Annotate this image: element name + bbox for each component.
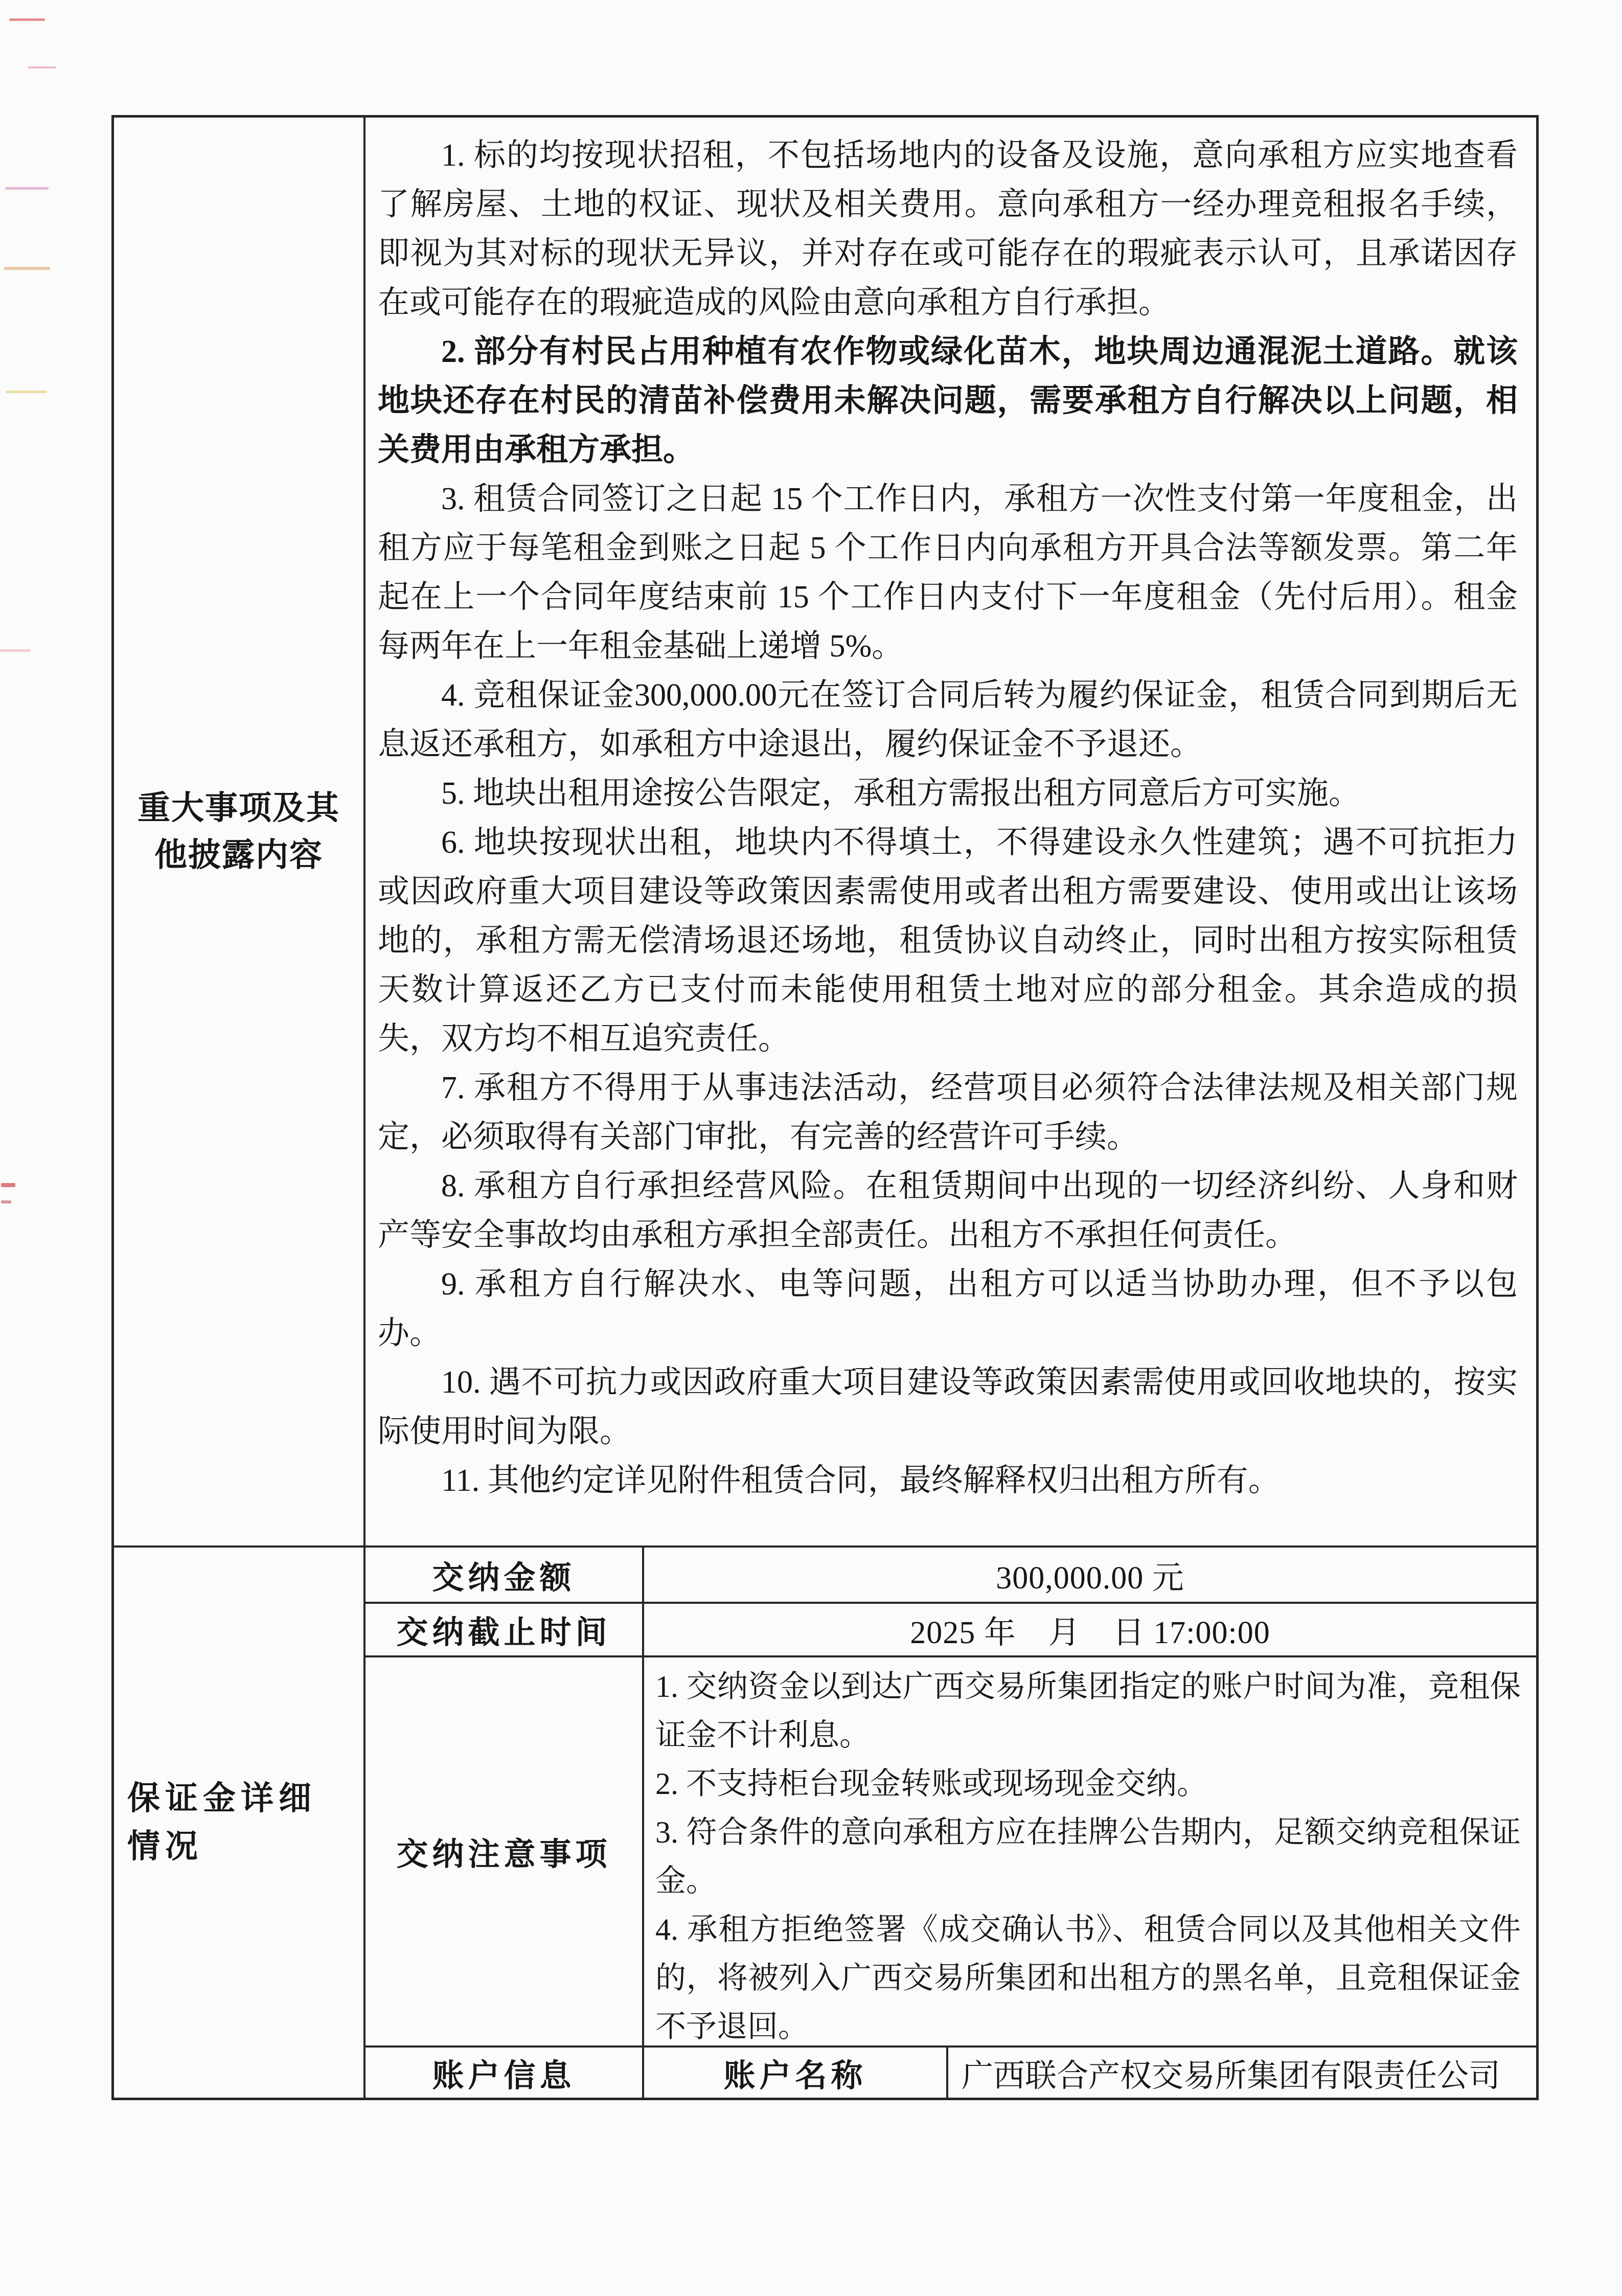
- account-name-value: 广西联合产权交易所集团有限责任公司: [962, 2058, 1501, 2094]
- account-name-label: 账户名称: [644, 2048, 948, 2098]
- deposit-notice-label: 交纳注意事项: [365, 1657, 644, 2048]
- disclosure-item: 7. 承租方不得用于从事违法活动，经营项目必须符合法律法规及相关部门规定，必须取得有关部门审批，有完善的经营许可手续。: [378, 1071, 1518, 1154]
- scan-artifact: [4, 267, 50, 270]
- scan-artifact: [1, 1200, 11, 1203]
- scan-artifact: [9, 18, 45, 21]
- disclosure-item: 9. 承租方自行解决水、电等问题，出租方可以适当协助办理，但不予以包办。: [378, 1267, 1518, 1351]
- disclosure-label-line2: 他披露内容: [154, 836, 323, 873]
- deposit-notice-content: [644, 1657, 1536, 2048]
- disclosure-content: [365, 118, 1536, 1548]
- notice-item: 3. 符合条件的意向承租方应在挂牌公告期内，足额交纳竞租保证金。: [655, 1815, 1521, 1898]
- deposit-amount-value: 300,000.00 元: [644, 1548, 1536, 1604]
- disclosure-item: 1. 标的均按现状招租，不包括场地内的设备及设施，意向承租方应实地查看了解房屋、土地的权证、现状及相关费用。意向承租方一经办理竞租报名手续，即视为其对标的现状无异议，并对存在或可能存在的瑕疵表示认可，且承诺因存在或可能存在的瑕疵造成的风险由意向承租方自行承担。: [378, 138, 1518, 320]
- notice-item: 1. 交纳资金以到达广西交易所集团指定的账户时间为准，竞租保证金不计利息。: [655, 1670, 1521, 1752]
- deposit-label: 保证金详细情况: [127, 1780, 316, 1865]
- notice-item: 4. 承租方拒绝签署《成交确认书》、租赁合同以及其他相关文件的，将被列入广西交易所集团和出租方的黑名单，且竞租保证金不予退回。: [655, 1913, 1521, 2043]
- scan-artifact: [1, 1183, 15, 1187]
- disclosure-item: 5. 地块出租用途按公告限定，承租方需报出租方同意后方可实施。: [441, 776, 1361, 811]
- scan-artifact: [0, 649, 31, 652]
- disclosure-item: 11. 其他约定详见附件租赁合同，最终解释权归出租方所有。: [441, 1463, 1280, 1498]
- deposit-deadline-label: 交纳截止时间: [365, 1604, 644, 1657]
- disclosure-item: 4. 竞租保证金300,000.00元在签订合同后转为履约保证金，租赁合同到期后无息返还承租方，如承租方中途退出，履约保证金不予退还。: [378, 678, 1518, 762]
- account-info-label: 账户信息: [365, 2048, 644, 2098]
- disclosure-item: 10. 遇不可抗力或因政府重大项目建设等政策因素需使用或回收地块的，按实际使用时间为限。: [378, 1365, 1518, 1449]
- scan-artifact: [6, 391, 47, 393]
- disclosure-item: 2. 部分有村民占用种植有农作物或绿化苗木，地块周边通混泥土道路。就该地块还存在村民的清苗补偿费用未解决问题，需要承租方自行解决以上问题，相关费用由承租方承担。: [378, 334, 1518, 467]
- notice-item: 2. 不支持柜台现金转账或现场现金交纳。: [655, 1767, 1207, 1801]
- deposit-amount-label: 交纳金额: [365, 1548, 644, 1604]
- scan-artifact: [5, 187, 49, 190]
- disclosure-item: 6. 地块按现状出租，地块内不得填土，不得建设永久性建筑；遇不可抗拒力或因政府重大项目建设等政策因素需使用或者出租方需要建设、使用或出让该场地的，承租方需无偿清场退还场地，租赁协议自动终止，同时出租方按实际租赁天数计算返还乙方已支付而未能使用租赁土地对应的部分租金。其余造成的损失，双方均不相互追究责任。: [378, 825, 1518, 1056]
- announcement-table: [111, 115, 1539, 2100]
- disclosure-item: 8. 承租方自行承担经营风险。在租赁期间中出现的一切经济纠纷、人身和财产等安全事故均由承租方承担全部责任。出租方不承担任何责任。: [378, 1169, 1518, 1253]
- deposit-deadline-value: 2025 年 月 日 17:00:00: [644, 1604, 1536, 1657]
- disclosure-item: 3. 租赁合同签订之日起 15 个工作日内，承租方一次性支付第一年度租金，出租方应于每笔租金到账之日起 5 个工作日内向承租方开具合法等额发票。第二年起在上一个合同年度结束前 15 个工作日内支付下一年度租金（先付后用）。租金每两年在上一年租金基础上递增 5%。: [378, 482, 1518, 664]
- scan-artifact: [28, 66, 56, 69]
- disclosure-label-line1: 重大事项及其: [138, 789, 340, 826]
- section-label-deposit: [114, 1548, 365, 2098]
- section-label-disclosure: [114, 118, 365, 1548]
